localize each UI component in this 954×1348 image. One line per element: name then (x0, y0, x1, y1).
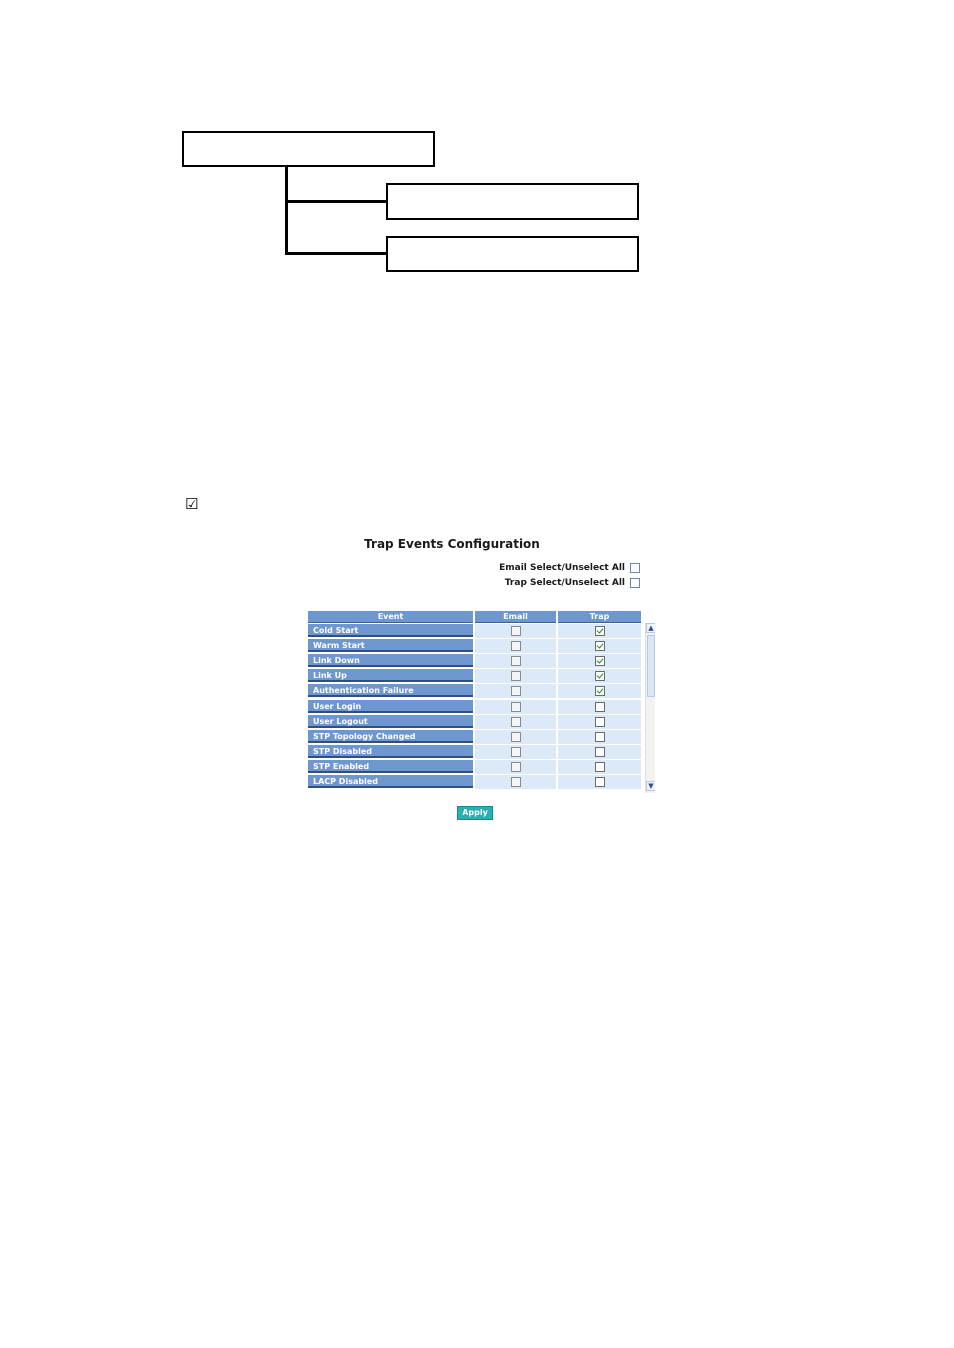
email-checkbox[interactable] (511, 732, 521, 742)
event-name: LACP Disabled (308, 775, 473, 788)
trap-checkbox[interactable] (595, 732, 605, 742)
table-row (308, 639, 642, 654)
trap-select-all-label: Trap Select/Unselect All (504, 578, 625, 588)
tree-branch-line-1 (285, 200, 387, 203)
column-header-email: Email (475, 611, 556, 623)
event-name: User Logout (308, 715, 473, 728)
column-header-event: Event (308, 611, 473, 623)
table-row (308, 684, 642, 699)
table-row (308, 654, 642, 669)
email-select-all-row (499, 562, 640, 574)
email-cell (475, 669, 556, 683)
event-name: STP Disabled (308, 745, 473, 758)
trap-select-all-row (505, 577, 640, 589)
page-title: Trap Events Configuration (364, 537, 540, 551)
trap-cell (558, 775, 641, 789)
email-select-all-label: Email Select/Unselect All (499, 563, 625, 573)
event-name: STP Enabled (308, 760, 473, 773)
trap-cell (558, 760, 641, 774)
table-row (308, 624, 642, 639)
table-row (308, 700, 642, 715)
email-cell (475, 654, 556, 668)
trap-checkbox[interactable] (595, 686, 605, 696)
trap-cell (558, 684, 641, 698)
email-checkbox[interactable] (511, 626, 521, 636)
table-row (308, 730, 642, 745)
trap-cell (558, 669, 641, 683)
event-name: Warm Start (308, 639, 473, 652)
scrollbar-thumb[interactable] (647, 635, 655, 697)
trap-checkbox[interactable] (595, 717, 605, 727)
tree-child-box-1 (386, 183, 639, 220)
email-checkbox[interactable] (511, 747, 521, 757)
email-checkbox[interactable] (511, 686, 521, 696)
scroll-up-icon[interactable]: ▲ (646, 623, 655, 633)
email-cell (475, 775, 556, 789)
trap-checkbox[interactable] (595, 777, 605, 787)
email-cell (475, 730, 556, 744)
trap-events-table (308, 611, 655, 793)
tree-root-box (182, 131, 435, 167)
event-name: Link Down (308, 654, 473, 667)
trap-checkbox[interactable] (595, 747, 605, 757)
email-checkbox[interactable] (511, 641, 521, 651)
email-checkbox[interactable] (511, 762, 521, 772)
tree-trunk-line (285, 167, 288, 254)
column-header-trap: Trap (558, 611, 641, 623)
table-row (308, 669, 642, 684)
trap-checkbox[interactable] (595, 656, 605, 666)
event-name: Authentication Failure (308, 684, 473, 697)
trap-checkbox[interactable] (595, 671, 605, 681)
table-row (308, 775, 642, 790)
trap-checkbox[interactable] (595, 762, 605, 772)
table-row (308, 745, 642, 760)
email-checkbox[interactable] (511, 702, 521, 712)
event-name: User Login (308, 700, 473, 713)
tree-child-box-2 (386, 236, 639, 272)
trap-select-all-checkbox[interactable] (630, 578, 640, 588)
trap-checkbox[interactable] (595, 626, 605, 636)
email-cell (475, 760, 556, 774)
email-cell (475, 715, 556, 729)
email-checkbox[interactable] (511, 656, 521, 666)
event-name: STP Topology Changed (308, 730, 473, 743)
trap-cell (558, 730, 641, 744)
table-row (308, 760, 642, 775)
email-select-all-checkbox[interactable] (630, 563, 640, 573)
email-cell (475, 624, 556, 638)
trap-cell (558, 624, 641, 638)
checkbox-glyph-icon: ☑ (185, 495, 199, 513)
trap-cell (558, 745, 641, 759)
trap-cell (558, 654, 641, 668)
email-cell (475, 684, 556, 698)
apply-button[interactable]: Apply (457, 806, 493, 820)
email-cell (475, 700, 556, 714)
table-row (308, 715, 642, 730)
tree-branch-line-2 (285, 252, 387, 255)
scroll-down-icon[interactable]: ▼ (646, 781, 655, 791)
trap-cell (558, 639, 641, 653)
email-cell (475, 639, 556, 653)
trap-checkbox[interactable] (595, 702, 605, 712)
trap-cell (558, 715, 641, 729)
trap-cell (558, 700, 641, 714)
event-name: Link Up (308, 669, 473, 682)
email-cell (475, 745, 556, 759)
email-checkbox[interactable] (511, 671, 521, 681)
event-name: Cold Start (308, 624, 473, 637)
trap-checkbox[interactable] (595, 641, 605, 651)
email-checkbox[interactable] (511, 717, 521, 727)
table-scrollbar[interactable] (645, 623, 655, 793)
email-checkbox[interactable] (511, 777, 521, 787)
